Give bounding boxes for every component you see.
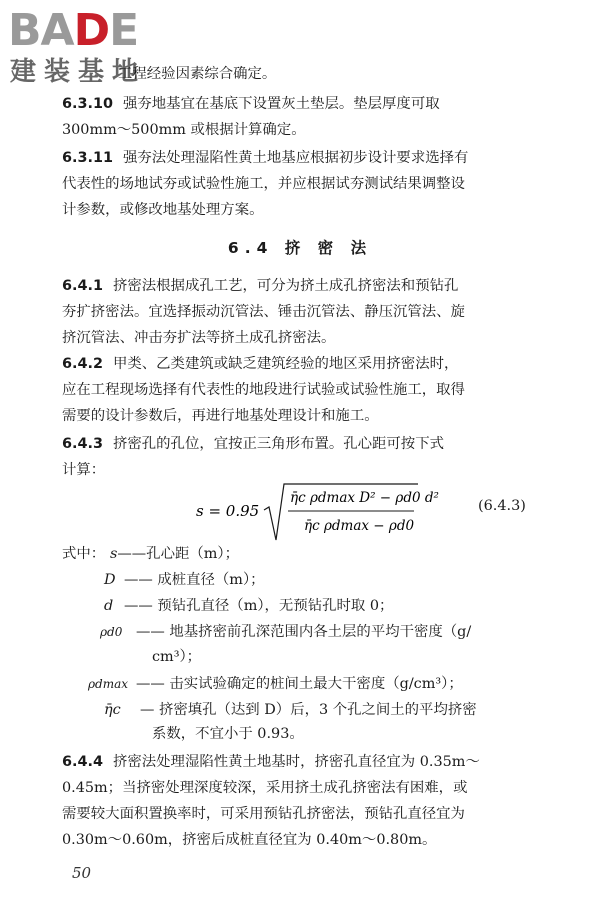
- symbol-name: s: [110, 546, 118, 562]
- symbol-desc: —— 成桩直径（m）；: [124, 572, 265, 588]
- clause-text-line: 计算：: [62, 462, 106, 478]
- section-heading: 6.4 挤 密 法: [227, 239, 373, 257]
- clause-6-4-1: [62, 274, 562, 298]
- symbol-desc-cont: cm³）；: [152, 649, 202, 665]
- logo-subtitle: 建装基地: [10, 57, 147, 87]
- logo-wordmark: BADE: [8, 5, 139, 56]
- clause-text: 强夯地基宜在基底下设置灰土垫层。垫层厚度可取: [123, 96, 440, 112]
- symbol-name: d: [104, 598, 114, 614]
- formula-denominator: η̄c ρdmax − ρd0: [304, 518, 415, 534]
- clause-text-line: 0.30m～0.60m，挤密后成桩直径宜为 0.40m～0.80m。: [62, 832, 437, 848]
- clause-number: 6.3.10: [62, 96, 113, 112]
- symbol-desc: — 挤密填孔（达到 D）后，3 个孔之间土的平均挤密: [140, 702, 477, 718]
- symbol-desc-cont: 系数，不宜小于 0.93。: [152, 726, 304, 742]
- clause-text-line: 计参数，或修改地基处理方案。: [62, 202, 264, 218]
- symbol-row: [88, 672, 463, 696]
- clause-number: 6.4.3: [62, 436, 103, 452]
- page-number: 50: [72, 864, 92, 882]
- clause-number: 6.4.4: [62, 754, 103, 770]
- clause-text: 甲类、乙类建筑或缺乏建筑经验的地区采用挤密法时，: [112, 356, 459, 372]
- clause-text: 挤密孔的孔位，宜按正三角形布置。孔心距可按下式: [112, 436, 444, 452]
- symbol-name: ρd0: [100, 625, 123, 639]
- clause-6-4-3: [62, 432, 562, 456]
- clause-text-line: 0.45m；当挤密处理深度较深，采用挤土成孔挤密法有困难，或: [62, 780, 468, 796]
- clause-6-4-4: [62, 750, 562, 774]
- clause-text-line: 挤沉管法、冲击夯扩法等挤土成孔挤密法。: [62, 330, 336, 346]
- clause-number: 6.3.11: [62, 150, 113, 166]
- symbol-desc: —— 预钻孔直径（m），无预钻孔时取 0；: [124, 598, 394, 614]
- clause-text-line: 需要较大面积置换率时，可采用预钻孔挤密法，预钻孔直径宜为: [62, 806, 465, 822]
- formula-numerator: η̄c ρdmax D² − ρd0 d²: [290, 490, 439, 506]
- clause-6-3-10: [62, 92, 562, 116]
- clause-6-3-11: [62, 146, 562, 170]
- clause-text-line: 代表性的场地试夯或试验性施工，并应根据试夯测试结果调整设: [62, 176, 465, 192]
- symbol-row: [104, 698, 477, 722]
- where-label: 式中：: [62, 546, 106, 562]
- symbol-desc: —— 地基挤密前孔深范围内各土层的平均干密度（g/: [136, 624, 472, 640]
- intro-fragment: 工程经验因素综合确定。: [118, 66, 277, 82]
- formula-lhs: s = 0.95: [196, 502, 260, 520]
- clause-number: 6.4.1: [62, 278, 103, 294]
- clause-text: 挤密法处理湿陷性黄土地基时，挤密孔直径宜为 0.35m～: [112, 754, 480, 770]
- symbol-desc: ——孔心距（m）；: [117, 546, 239, 562]
- symbol-row: [104, 568, 265, 592]
- symbol-row: [100, 620, 471, 644]
- clause-text-line: 300mm～500mm 或根据计算确定。: [62, 122, 306, 138]
- clause-text-line: 需要的设计参数后，再进行地基处理设计和施工。: [62, 408, 379, 424]
- clause-text-line: 夯扩挤密法。宜选择振动沉管法、锤击沉管法、静压沉管法、旋: [62, 304, 465, 320]
- symbol-name: D: [104, 572, 116, 588]
- symbol-row: [104, 594, 393, 618]
- clause-text: 挤密法根据成孔工艺，可分为挤土成孔挤密法和预钻孔: [112, 278, 459, 294]
- symbol-name: ρdmax: [88, 677, 129, 691]
- equation-number: (6.4.3): [478, 498, 526, 514]
- symbol-row: [110, 542, 239, 566]
- clause-text-line: 应在工程现场选择有代表性的地段进行试验或试验性施工，取得: [62, 382, 465, 398]
- symbol-desc: —— 击实试验确定的桩间土最大干密度（g/cm³）；: [136, 676, 463, 692]
- clause-number: 6.4.2: [62, 356, 103, 372]
- clause-6-4-2: [62, 352, 562, 376]
- clause-text: 强夯法处理湿陷性黄土地基应根据初步设计要求选择有: [123, 150, 469, 166]
- symbol-name: η̄c: [104, 702, 121, 718]
